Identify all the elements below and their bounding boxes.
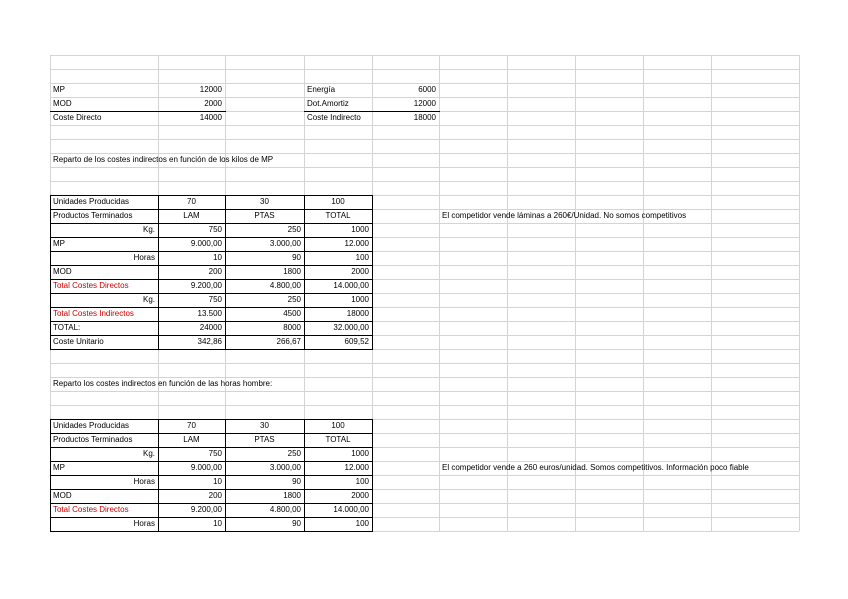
table-label: MP [53, 239, 65, 248]
table-value-ptas: 1800 [283, 267, 301, 276]
table-border [372, 419, 373, 532]
summary-label: MOD [53, 99, 72, 108]
table-label: Unidades Producidas [53, 197, 130, 206]
table-border [225, 419, 226, 532]
table-value-ptas: 4500 [283, 309, 301, 318]
section1-note: El competidor vende láminas a 260€/Unidad. No somos competitivos [442, 211, 687, 220]
table-value-lam: 70 [187, 421, 196, 430]
summary-value: 6000 [418, 85, 436, 94]
table-value-lam: 750 [208, 295, 222, 304]
table-label: Productos Terminados [53, 435, 133, 444]
table-value-ptas: 90 [292, 477, 301, 486]
table-value-total: TOTAL [325, 435, 351, 444]
table-label: Coste Unitario [53, 337, 104, 346]
table-value-lam: LAM [183, 211, 200, 220]
table-label: Total Costes Directos [53, 505, 129, 514]
table-value-total: 12.000 [344, 239, 369, 248]
table-value-lam: 10 [213, 253, 222, 262]
table-value-lam: 342,86 [197, 337, 222, 346]
table-label: Horas [133, 477, 155, 486]
table-label: Kg. [142, 449, 155, 458]
table-value-ptas: 250 [287, 225, 301, 234]
table-label: MOD [53, 267, 72, 276]
table-border [225, 195, 226, 350]
table-label: MOD [53, 491, 72, 500]
table-value-total: TOTAL [325, 211, 351, 220]
table-value-lam: 70 [187, 197, 196, 206]
table-value-total: 12.000 [344, 463, 369, 472]
table-label: Total Costes Indirectos [53, 309, 134, 318]
table-value-total: 2000 [351, 267, 369, 276]
table-border [50, 531, 373, 532]
summary-label: Coste Indirecto [307, 113, 361, 122]
table-value-total: 100 [331, 197, 345, 206]
table-value-total: 14.000,00 [333, 505, 369, 514]
summary-label: Energía [307, 85, 336, 94]
table-value-lam: 10 [213, 519, 222, 528]
table-value-ptas: 4.800,00 [269, 281, 301, 290]
table-value-ptas: PTAS [254, 211, 275, 220]
table-label: Unidades Producidas [53, 421, 130, 430]
table-label: TOTAL: [53, 323, 81, 332]
table-border [372, 195, 373, 350]
table-value-total: 100 [355, 477, 369, 486]
table-border [158, 195, 159, 350]
table-value-ptas: 3.000,00 [269, 463, 301, 472]
section2-note: El competidor vende a 260 euros/unidad. Somos competitivos. Información poco fiable [442, 463, 749, 472]
table-value-total: 100 [355, 253, 369, 262]
table-label: Productos Terminados [53, 211, 133, 220]
table-label: Horas [133, 519, 155, 528]
summary-label: Coste Directo [53, 113, 102, 122]
summary-value: 2000 [204, 99, 222, 108]
table-value-lam: LAM [183, 435, 200, 444]
table-value-total: 2000 [351, 491, 369, 500]
table-value-total: 100 [331, 421, 345, 430]
table-value-ptas: 4.800,00 [269, 505, 301, 514]
table-label: Total Costes Directos [53, 281, 129, 290]
table-value-ptas: 266,67 [276, 337, 301, 346]
summary-label: MP [53, 85, 65, 94]
table-value-lam: 200 [208, 491, 222, 500]
table-label: MP [53, 463, 65, 472]
table-value-lam: 9.000,00 [190, 239, 222, 248]
summary-value: 18000 [413, 113, 436, 122]
table-value-total: 1000 [351, 449, 369, 458]
summary-value: 12000 [199, 85, 222, 94]
table-border [304, 419, 305, 532]
table-label: Kg. [142, 295, 155, 304]
table-value-lam: 200 [208, 267, 222, 276]
table-border [304, 195, 305, 350]
table-value-ptas: 3.000,00 [269, 239, 301, 248]
table-value-lam: 750 [208, 449, 222, 458]
table-value-lam: 9.200,00 [190, 505, 222, 514]
table-value-total: 100 [355, 519, 369, 528]
section2-title: Reparto los costes indirectos en función de las horas hombre: [53, 379, 273, 388]
table-value-total: 18000 [346, 309, 369, 318]
table-value-ptas: 90 [292, 519, 301, 528]
summary-value: 12000 [413, 99, 436, 108]
table-value-lam: 9.200,00 [190, 281, 222, 290]
table-value-total: 14.000,00 [333, 281, 369, 290]
table-value-ptas: 90 [292, 253, 301, 262]
table-value-ptas: 8000 [283, 323, 301, 332]
table-label: Horas [133, 253, 155, 262]
table-value-ptas: 30 [260, 421, 269, 430]
table-label: Kg. [142, 225, 155, 234]
summary-label: Dot.Amortiz [307, 99, 349, 108]
table-value-ptas: 1800 [283, 491, 301, 500]
table-value-ptas: 250 [287, 449, 301, 458]
table-value-lam: 13.500 [197, 309, 222, 318]
table-value-lam: 750 [208, 225, 222, 234]
table-value-total: 1000 [351, 295, 369, 304]
table-value-lam: 10 [213, 477, 222, 486]
table-value-ptas: 30 [260, 197, 269, 206]
table-border [158, 419, 159, 532]
table-border [50, 349, 373, 350]
table-value-ptas: 250 [287, 295, 301, 304]
table-value-ptas: PTAS [254, 435, 275, 444]
table-value-total: 1000 [351, 225, 369, 234]
table-value-lam: 24000 [199, 323, 222, 332]
table-value-total: 32.000,00 [333, 323, 369, 332]
table-border [50, 195, 51, 350]
section1-title: Reparto de los costes indirectos en función de los kilos de MP [53, 155, 274, 164]
table-value-lam: 9.000,00 [190, 463, 222, 472]
table-value-total: 609,52 [344, 337, 369, 346]
table-border [50, 419, 51, 532]
summary-value: 14000 [199, 113, 222, 122]
